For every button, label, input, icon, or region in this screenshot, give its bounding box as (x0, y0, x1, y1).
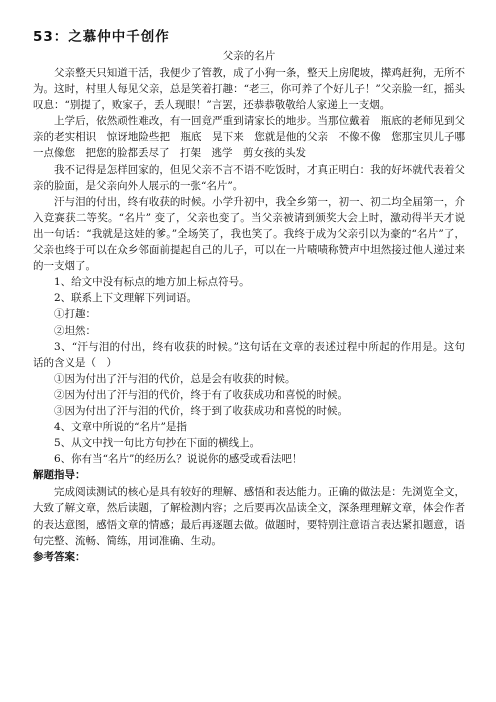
question-1: 1、给文中没有标点的地方加上标点符号。 (54, 276, 250, 289)
article-paragraph-2: 上学后，依然顽性难改，有一回竟严重到请家长的地步。当那位戴着 瓶底的老师见到父亲的老实相识 惊讶地险些把 瓶底 晃下来 您就是他的父亲 不像不像 您那宝贝儿子哪一点像您 把您的脸都丢尽了 打架 逃学 剪女孩的头发 (33, 115, 465, 160)
question-5: 5、从文中找一句比方句抄在下面的横线上。 (54, 437, 261, 450)
document-heading: 53：之慕仲中千创作 (33, 29, 170, 45)
question-6: 6、你有当“名片”的经历么？说说你的感受或看法吧！ (54, 453, 303, 466)
article-paragraph-1: 父亲整天只知道干活，我便少了管教，成了小狗一条，整天上房爬坡，撵鸡赶狗，无所不为。这时，村里人每见父亲，总是笑着打趣：“老三，你可养了个好儿子！”父亲脸一红，摇头叹息：“别提了，败家子，丢人现眼！”言罢，还恭恭敬敬给人家递上一支烟。 (33, 67, 465, 112)
question-3: 3、“汗与泪的付出，终有收获的时候。”这句话在文章的表述过程中所起的作用是。这句话的含义是（ ） (33, 340, 465, 369)
question-2-item-2: ②坦然： (54, 324, 96, 337)
question-4: 4、文章中所说的“名片”是指 (54, 421, 187, 434)
guidance-text: 完成阅读测试的核心是具有较好的理解、感悟和表达能力。正确的做法是：先浏览全文，大致了解文章，然后读题，了解检测内容；之后要再次品读全文，深条理理解文章，体会作者的表达意图，感悟文章的情感；最后再逐题去做。做题时，要特别注意语言表达紧扣题意，语句完整、流畅、简练，用词准确、生动。 (33, 486, 465, 547)
question-2-item-1: ①打趣： (54, 308, 96, 321)
answer-heading: 参考答案： (33, 550, 86, 563)
article-paragraph-3: 我不记得是怎样回家的，但见父亲不言不语不吃饭时，才真正明白：我的好坏就代表着父亲的脸面，是父亲向外人展示的一张“名片”。 (33, 163, 465, 192)
guidance-heading: 解题指导： (33, 469, 86, 482)
article-title: 父亲的名片 (222, 50, 276, 62)
question-2: 2、联系上下文理解下列词语。 (54, 292, 198, 305)
question-3-option-2: ②因为付出了汗与泪的代价，终于有了收获成功和喜悦的时候。 (54, 388, 348, 401)
question-3-option-1: ①因为付出了汗与泪的代价，总是会有收获的时候。 (54, 372, 296, 385)
question-3-option-3: ③因为付出了汗与泪的代价，终于到了收获成功和喜悦的时候。 (54, 404, 348, 417)
document-page (33, 28, 465, 566)
article-paragraph-4: 汗与泪的付出，终有收获的时候。小学升初中，我全乡第一，初一、初二均全届第一，介入竞赛获二等奖。“名片” 变了，父亲也变了。当父亲被请到颁奖大会上时，激动得半天才说出一句话：“我就是这娃的爹。”全场笑了，我也笑了。我终于成为父亲引以为豪的“名片”了，父亲也终于可以在众乡邻面前提起自己的儿子，可以在一片啧啧称赞声中坦然接过他人递过来的一支烟了。 (33, 195, 465, 273)
